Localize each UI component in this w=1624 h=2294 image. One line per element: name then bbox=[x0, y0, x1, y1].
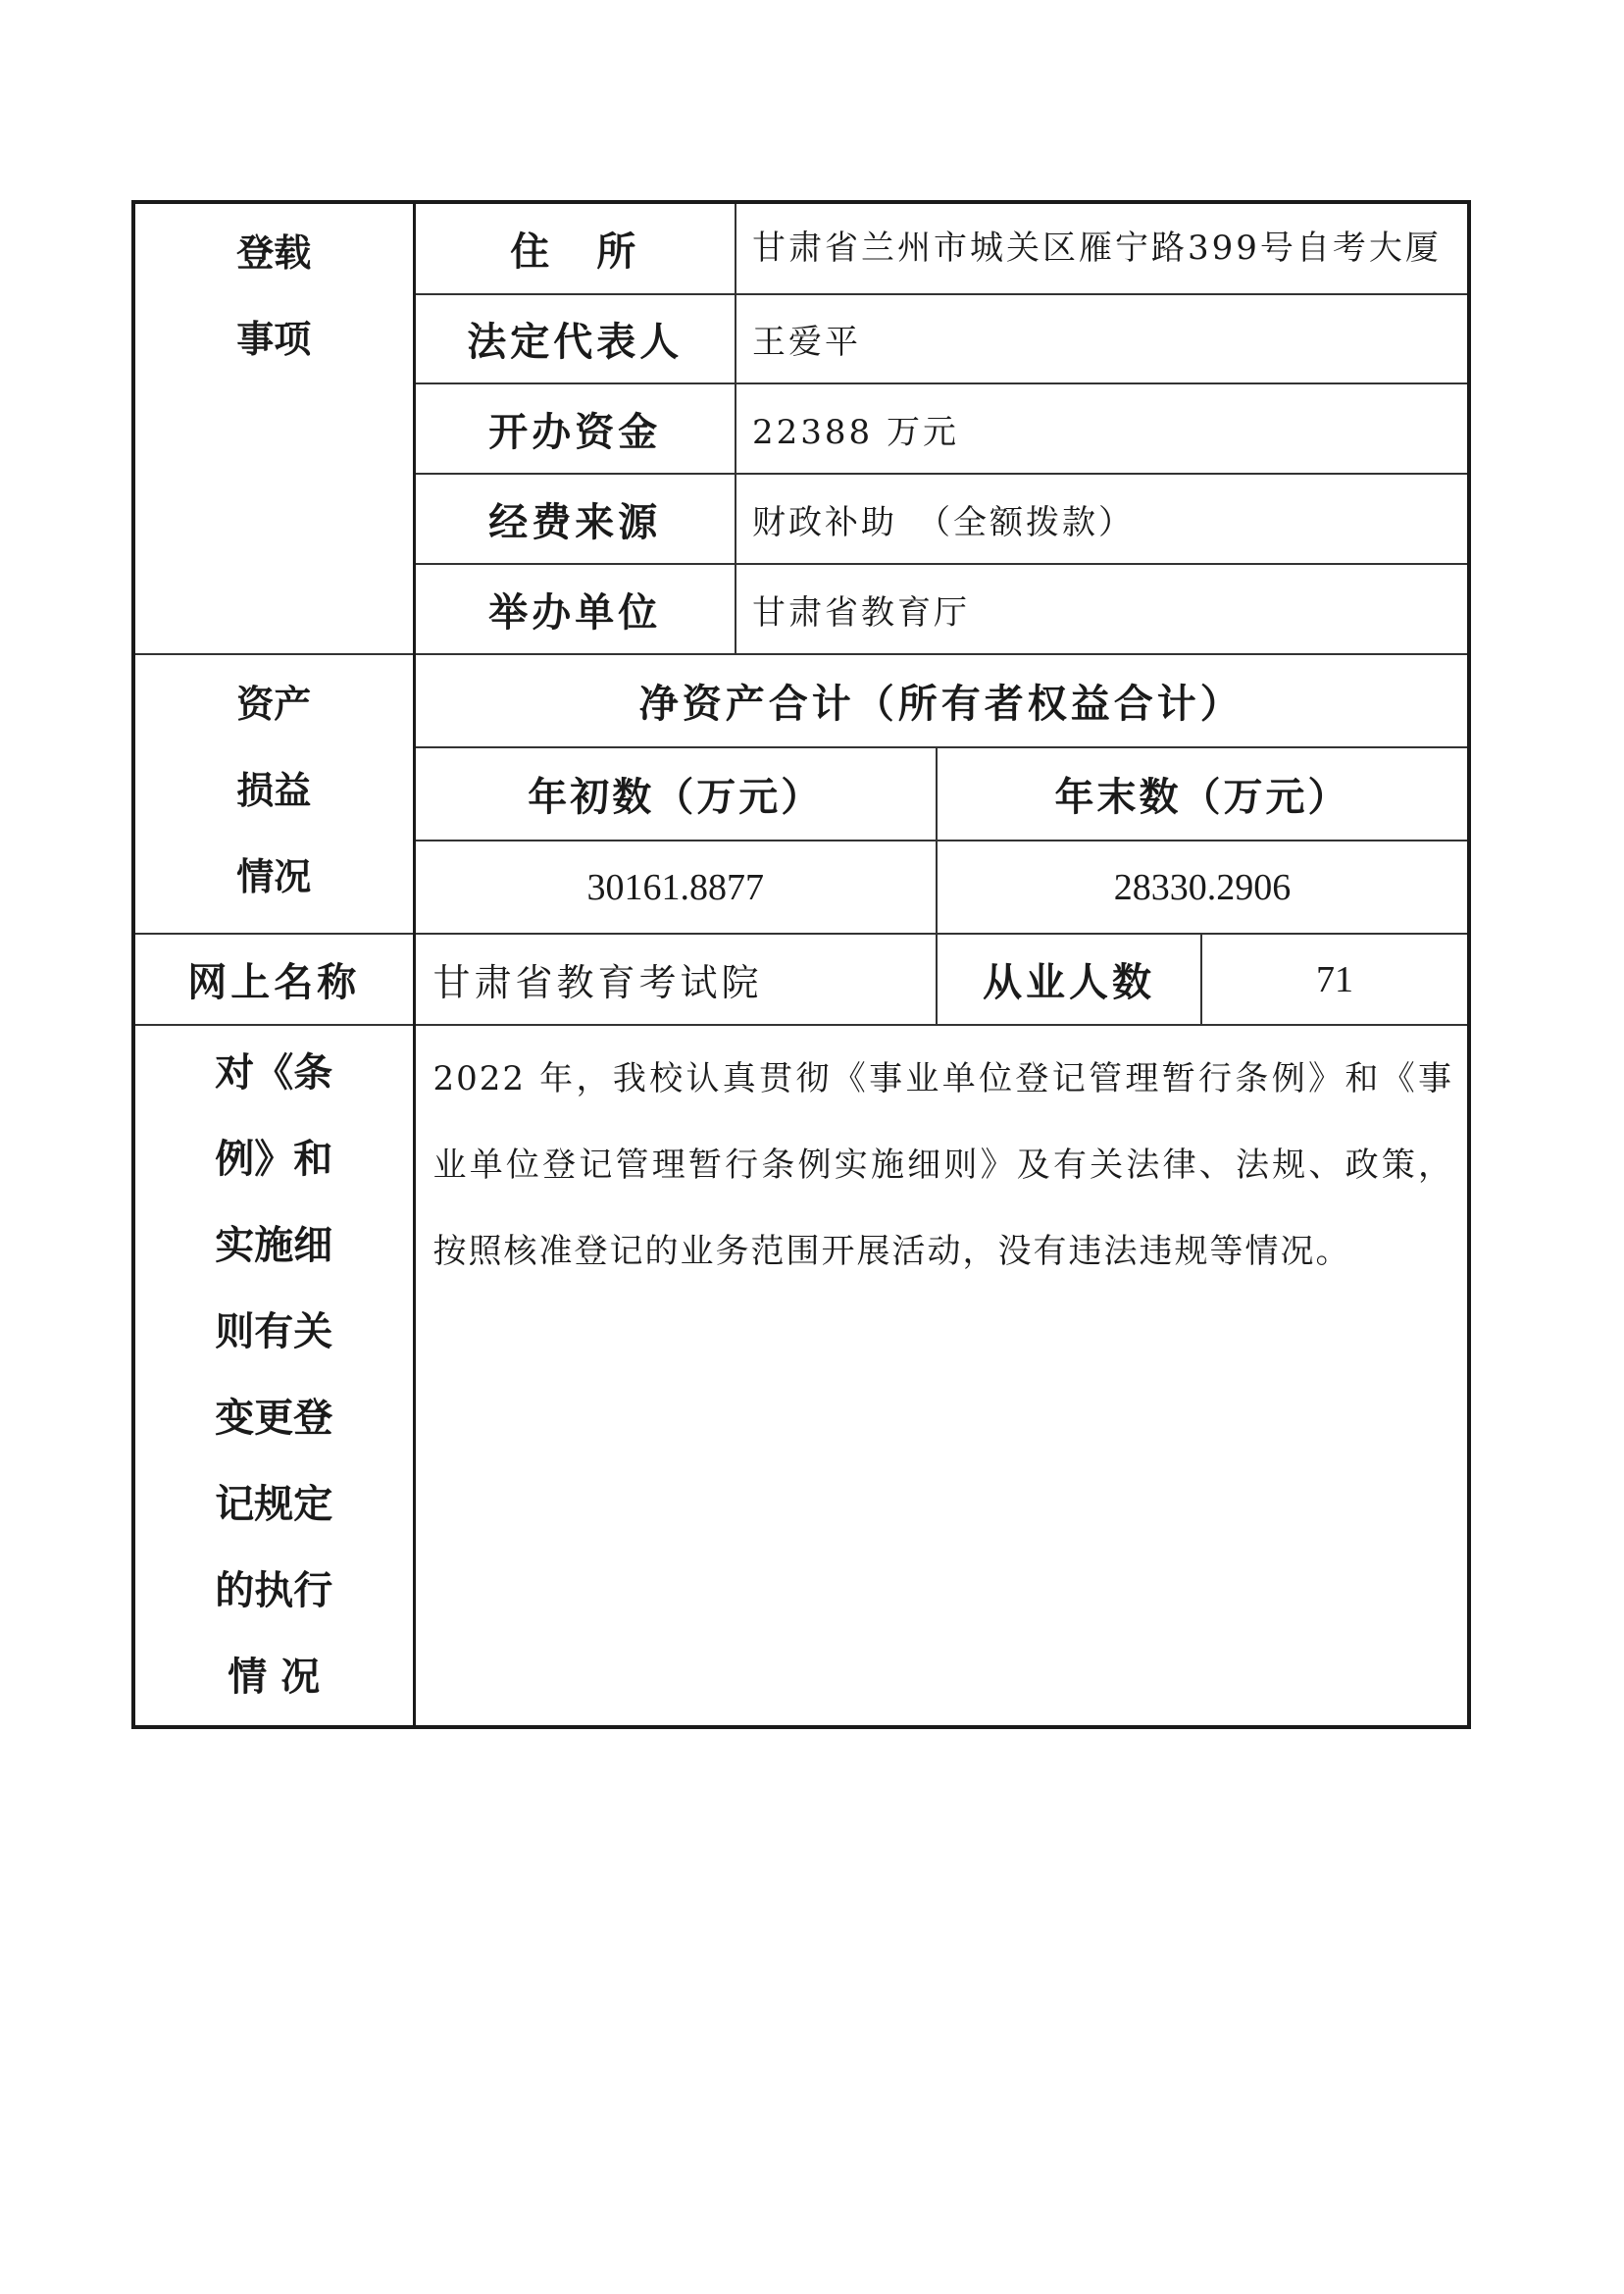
compliance-label-line-7: 的执行 bbox=[215, 1567, 333, 1613]
capital-value: 22388 万元 bbox=[736, 383, 1469, 474]
capital-label: 开办资金 bbox=[414, 383, 736, 474]
address-row bbox=[133, 202, 1469, 294]
begin-year-header: 年初数（万元） bbox=[414, 747, 937, 841]
sponsor-value: 甘肃省教育厅 bbox=[736, 564, 1469, 654]
staff-count-value: 71 bbox=[1201, 934, 1469, 1025]
assets-label-line-1: 资产 bbox=[236, 682, 312, 726]
end-year-value: 28330.2906 bbox=[937, 841, 1469, 934]
registration-label-line-1: 登载 bbox=[236, 230, 312, 275]
legal-rep-value: 王爱平 bbox=[736, 294, 1469, 383]
funding-source-value: 财政补助 （全额拨款） bbox=[736, 474, 1469, 564]
compliance-label-line-3: 实施细 bbox=[215, 1222, 333, 1268]
annual-report-table bbox=[131, 200, 1471, 1729]
online-name-row bbox=[133, 934, 1469, 1025]
assets-section-label bbox=[133, 654, 414, 934]
compliance-label-line-1: 对《条 bbox=[215, 1049, 333, 1096]
sponsor-label: 举办单位 bbox=[414, 564, 736, 654]
compliance-label-line-4: 则有关 bbox=[215, 1308, 333, 1354]
compliance-label-line-5: 变更登 bbox=[215, 1395, 333, 1441]
compliance-label-line-8: 情 况 bbox=[228, 1654, 321, 1700]
registration-label-line-2: 事项 bbox=[236, 317, 312, 361]
end-year-header: 年末数（万元） bbox=[937, 747, 1469, 841]
compliance-label-line-2: 例》和 bbox=[215, 1136, 333, 1182]
online-name-value: 甘肃省教育考试院 bbox=[414, 934, 937, 1025]
address-value: 甘肃省兰州市城关区雁宁路399号自考大厦 bbox=[736, 202, 1469, 294]
compliance-text: 2022 年，我校认真贯彻《事业单位登记管理暂行条例》和《事业单位登记管理暂行条例实施细则》及有关法律、法规、政策，按照核准登记的业务范围开展活动，没有违法违规等情况。 bbox=[414, 1025, 1469, 1727]
compliance-row bbox=[133, 1025, 1469, 1727]
staff-count-label: 从业人数 bbox=[937, 934, 1201, 1025]
begin-year-value: 30161.8877 bbox=[414, 841, 937, 934]
address-label: 住 所 bbox=[414, 202, 736, 294]
assets-label-line-2: 损益 bbox=[236, 768, 312, 812]
net-assets-header-row bbox=[133, 654, 1469, 747]
compliance-label-line-6: 记规定 bbox=[215, 1481, 333, 1527]
funding-source-label: 经费来源 bbox=[414, 474, 736, 564]
online-name-label: 网上名称 bbox=[133, 934, 414, 1025]
assets-label-line-3: 情况 bbox=[236, 854, 312, 898]
net-assets-header: 净资产合计（所有者权益合计） bbox=[414, 654, 1469, 747]
registration-section-label bbox=[133, 202, 414, 654]
compliance-label bbox=[133, 1025, 414, 1727]
legal-rep-label: 法定代表人 bbox=[414, 294, 736, 383]
